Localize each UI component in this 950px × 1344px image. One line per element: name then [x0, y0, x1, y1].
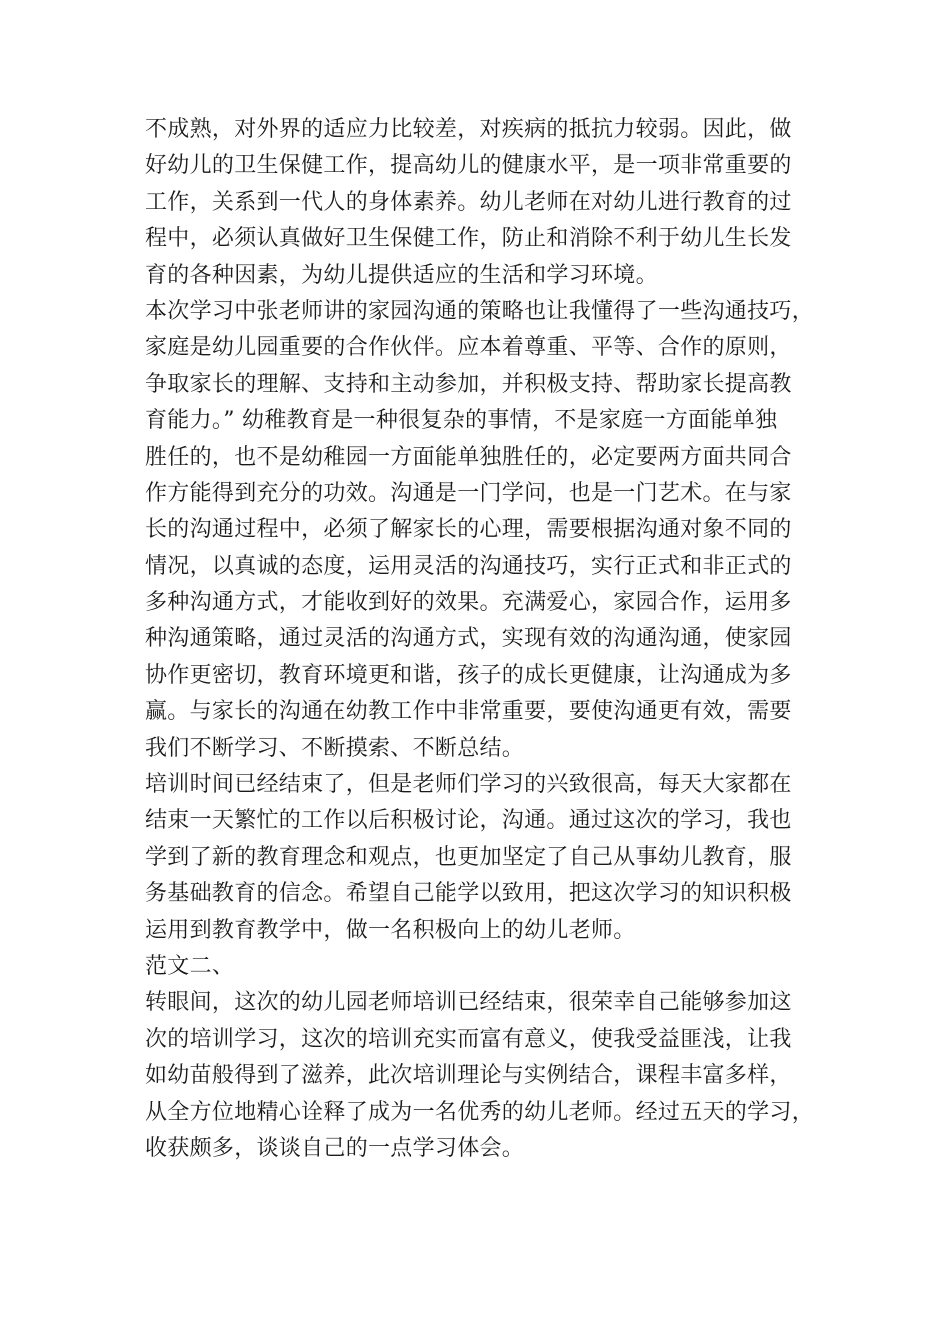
text-line: 学到了新的教育理念和观点，也更加坚定了自己从事幼儿教育，服 [145, 844, 792, 870]
text-line: 结束一天繁忙的工作以后积极讨论，沟通。通过这次的学习，我也 [145, 808, 792, 834]
text-line: 务基础教育的信念。希望自己能学以致用，把这次学习的知识积极 [145, 881, 792, 907]
text-line: 运用到教育教学中，做一名积极向上的幼儿老师。 [145, 917, 636, 943]
text-line: 我们不断学习、不断摸索、不断总结。 [145, 735, 525, 761]
text-line: 好幼儿的卫生保健工作，提高幼儿的健康水平，是一项非常重要的 [145, 153, 792, 179]
text-line: 长的沟通过程中，必须了解家长的心理，需要根据沟通对象不同的 [145, 517, 792, 543]
text-line: 育能力。” 幼稚教育是一种很复杂的事情，不是家庭一方面能单独 [145, 408, 778, 434]
text-line: 本次学习中张老师讲的家园沟通的策略也让我懂得了一些沟通技巧， [145, 298, 815, 324]
text-line: 不成熟，对外界的适应力比较差，对疾病的抵抗力较弱。因此，做 [145, 117, 792, 142]
text-line: 程中，必须认真做好卫生保健工作，防止和消除不利于幼儿生长发 [145, 226, 792, 252]
text-line: 作方能得到充分的功效。沟通是一门学问，也是一门艺术。在与家 [145, 480, 792, 506]
text-line: 赢。与家长的沟通在幼教工作中非常重要，要使沟通更有效，需要 [145, 699, 792, 725]
text-line: 情况，以真诚的态度，运用灵活的沟通技巧，实行正式和非正式的 [145, 553, 792, 579]
text-line: 家庭是幼儿园重要的合作伙伴。应本着尊重、平等、合作的原则， [145, 335, 792, 361]
body-text [145, 112, 825, 1167]
text-line: 从全方位地精心诠释了成为一名优秀的幼儿老师。经过五天的学习， [145, 1099, 815, 1125]
text-line: 如幼苗般得到了滋养，此次培训理论与实例结合，课程丰富多样， [145, 1063, 792, 1089]
text-line: 育的各种因素，为幼儿提供适应的生活和学习环境。 [145, 262, 658, 288]
text-line: 工作，关系到一代人的身体素养。幼儿老师在对幼儿进行教育的过 [145, 189, 792, 215]
text-line: 种沟通策略，通过灵活的沟通方式，实现有效的沟通沟通，使家园 [145, 626, 792, 652]
text-line: 争取家长的理解、支持和主动参加，并积极支持、帮助家长提高教 [145, 371, 792, 397]
text-line: 培训时间已经结束了，但是老师们学习的兴致很高，每天大家都在 [145, 772, 792, 798]
text-line: 多种沟通方式，才能收到好的效果。充满爱心，家园合作，运用多 [145, 590, 792, 616]
section-heading: 范文二、 [145, 953, 235, 979]
text-line: 胜任的，也不是幼稚园一方面能单独胜任的，必定要两方面共同合 [145, 444, 792, 470]
text-line: 次的培训学习，这次的培训充实而富有意义，使我受益匪浅，让我 [145, 1026, 792, 1052]
text-line: 转眼间，这次的幼儿园老师培训已经结束，很荣幸自己能够参加这 [145, 990, 792, 1016]
text-line: 收获颇多，谈谈自己的一点学习体会。 [145, 1135, 525, 1161]
text-line: 协作更密切，教育环境更和谐，孩子的成长更健康，让沟通成为多 [145, 662, 792, 688]
